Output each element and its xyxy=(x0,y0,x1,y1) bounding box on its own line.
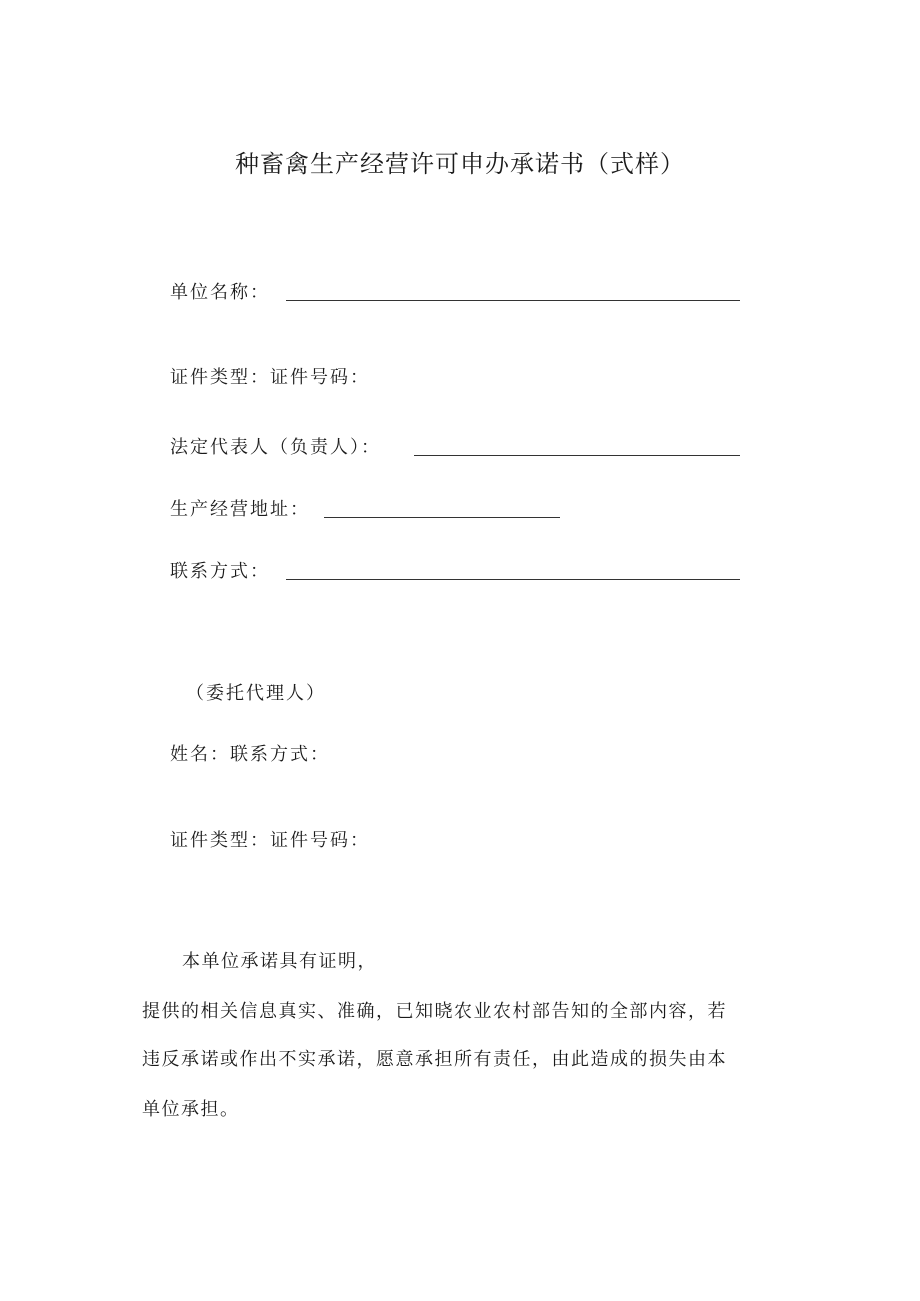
pledge-line-1: 本单位承诺具有证明， xyxy=(182,951,377,972)
contact-label: 联系方式： xyxy=(170,561,270,582)
agent-heading: （委托代理人） xyxy=(186,683,326,704)
legal-representative-label: 法定代表人（负责人）： xyxy=(170,437,381,458)
contact-blank[interactable] xyxy=(286,579,740,580)
agent-cert-type-number-label: 证件类型：证件号码： xyxy=(170,830,370,851)
business-address-blank[interactable] xyxy=(324,517,560,518)
unit-name-label: 单位名称： xyxy=(170,282,270,303)
pledge-line-2: 提供的相关信息真实、准确，已知晓农业农村部告知的全部内容，若 xyxy=(142,1001,727,1022)
document-title: 种畜禽生产经营许可申办承诺书（式样） xyxy=(235,150,685,178)
unit-name-blank[interactable] xyxy=(286,300,740,301)
business-address-label: 生产经营地址： xyxy=(170,499,310,520)
legal-representative-blank[interactable] xyxy=(414,455,740,456)
pledge-line-4: 单位承担。 xyxy=(142,1099,240,1120)
agent-name-contact-label: 姓名：联系方式： xyxy=(170,744,330,765)
pledge-line-3: 违反承诺或作出不实承诺，愿意承担所有责任，由此造成的损失由本 xyxy=(142,1049,727,1070)
cert-type-number-label: 证件类型：证件号码： xyxy=(170,367,370,388)
